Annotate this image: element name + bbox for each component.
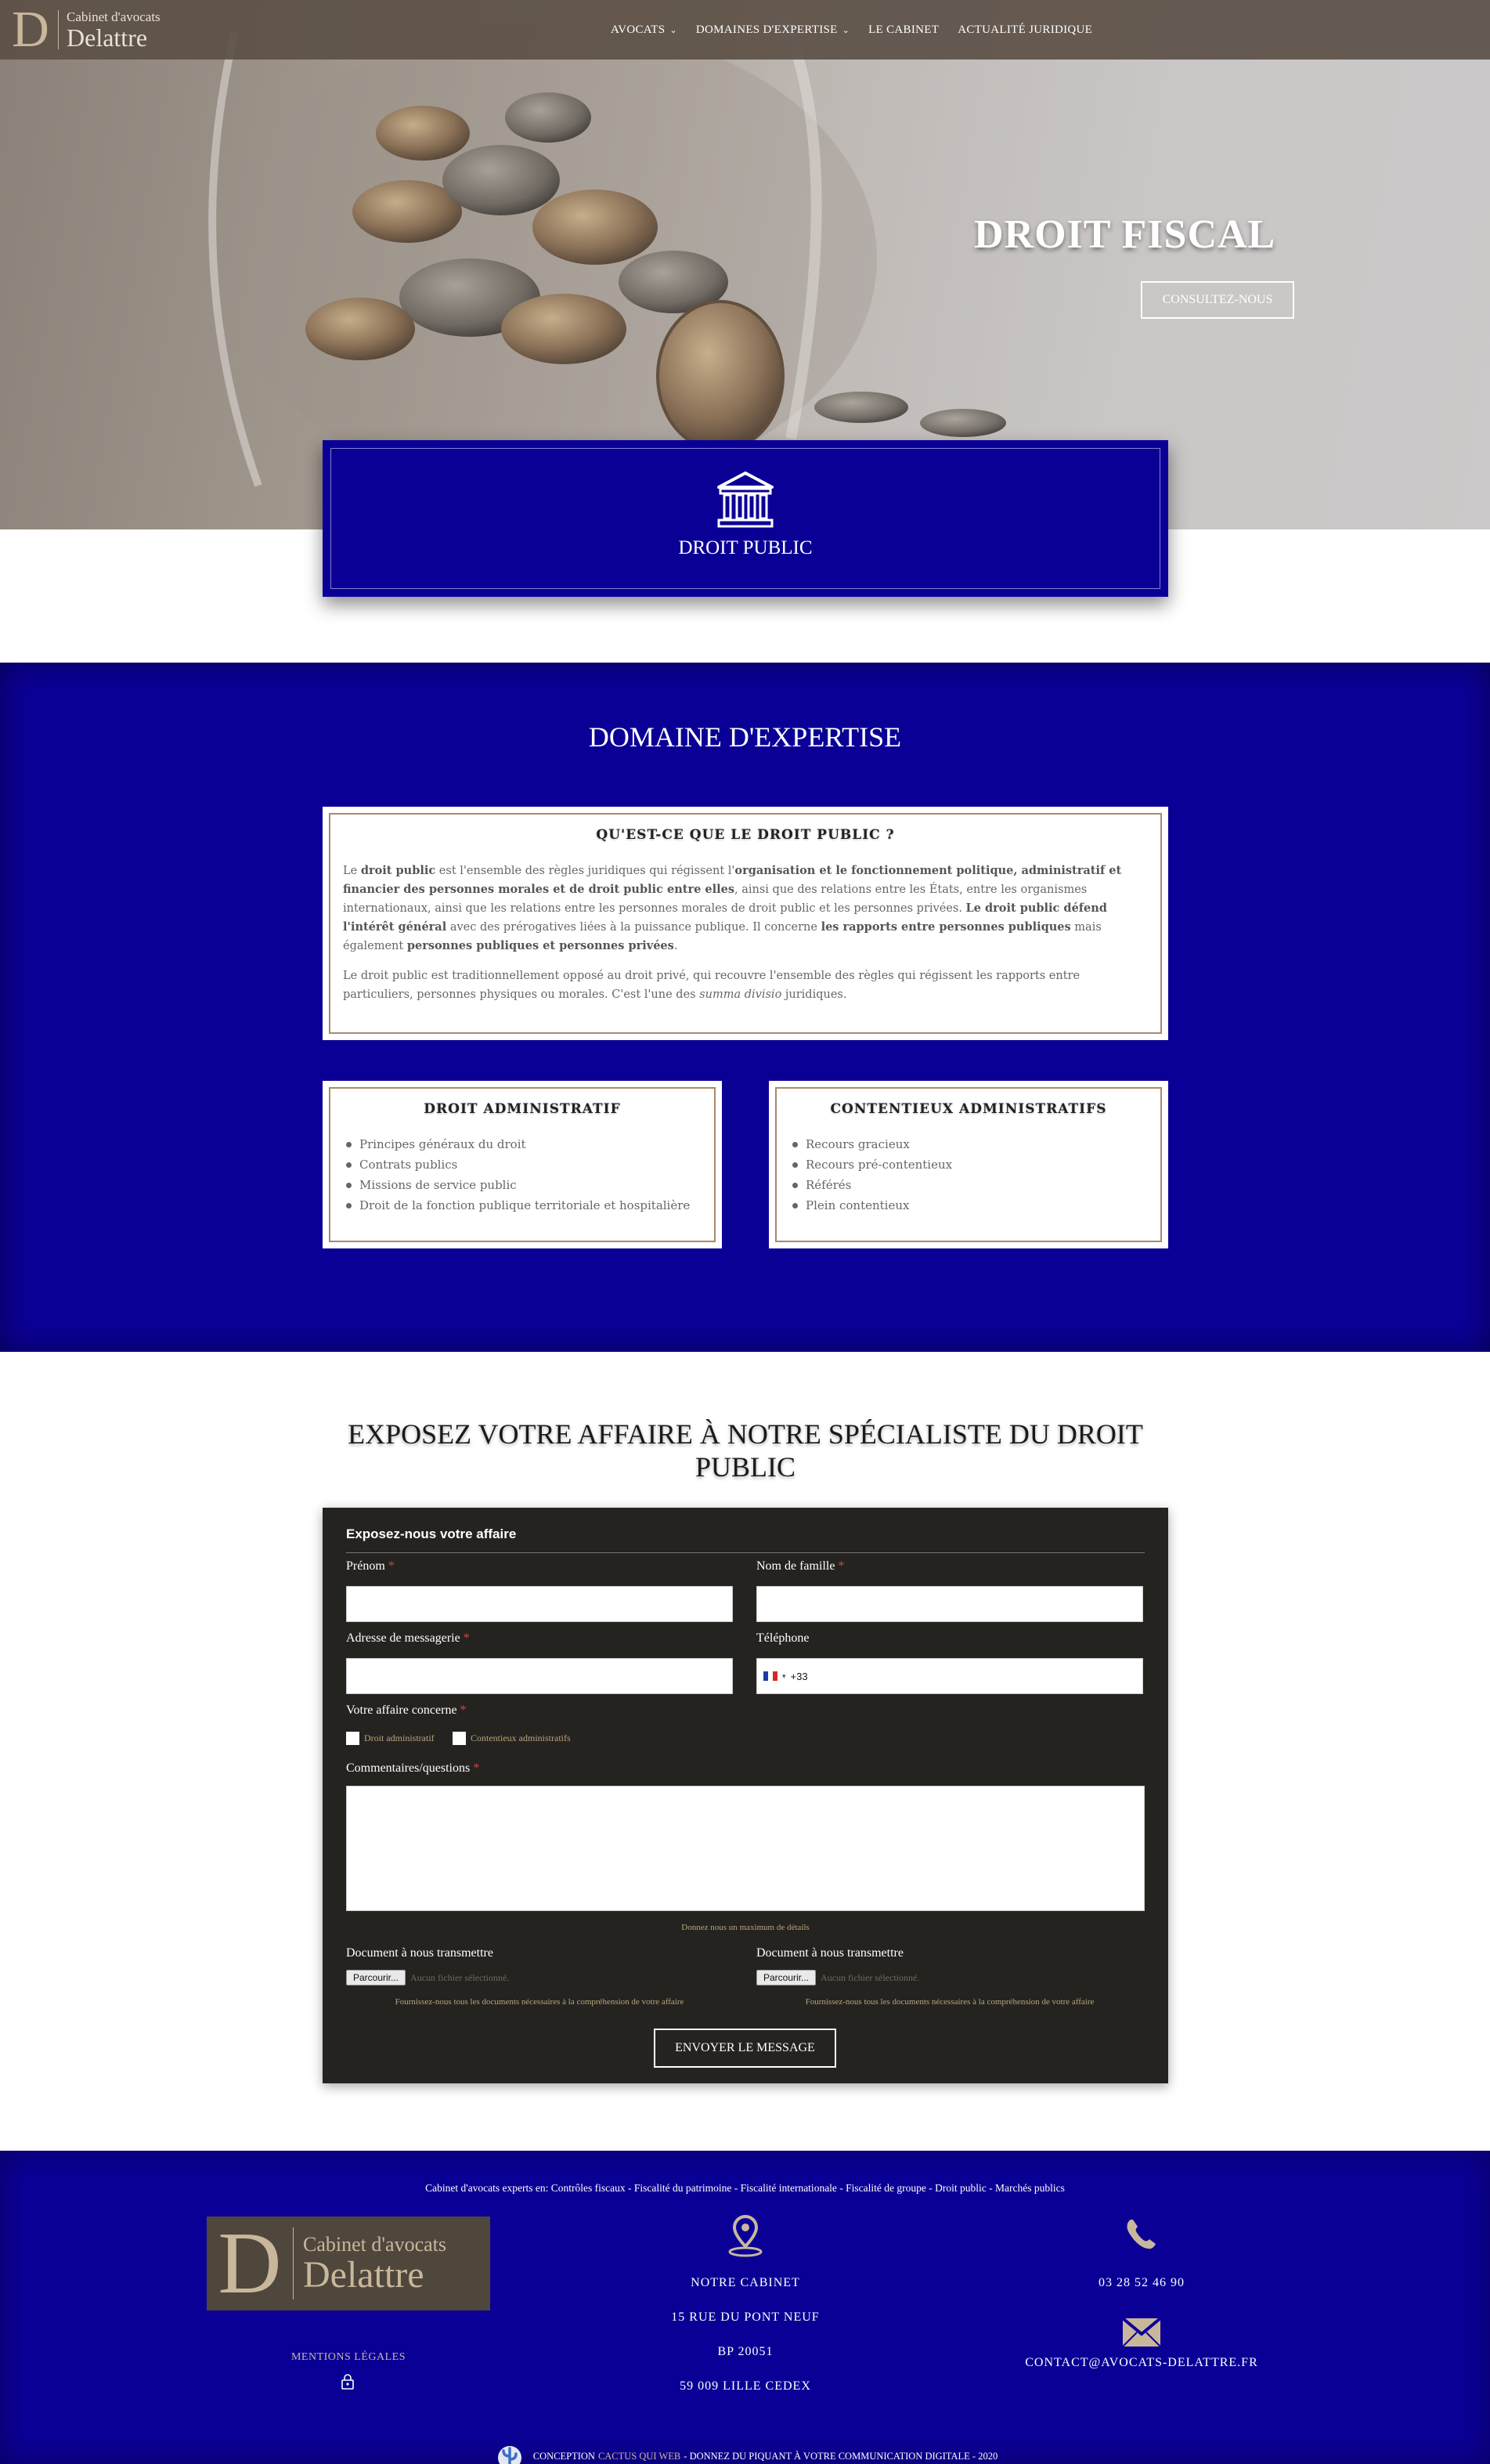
site-footer [0, 2151, 1490, 2464]
nav-item-label: ACTUALITÉ JURIDIQUE [958, 23, 1093, 36]
droit-public-banner [323, 440, 1168, 597]
credits-line [0, 2442, 1490, 2464]
nav-item-avocats[interactable] [611, 23, 677, 37]
text: , ainsi que des relations entre les États, entre les organismes internationaux, ainsi que les relations entre les personnes morales de droit public et les personnes privées. [343, 883, 1088, 915]
card-border [329, 1087, 716, 1242]
footer-experts-line: Cabinet d'avocats experts en: Contrôles fiscaux - Fiscalité du patrimoine - Fiscalité internationale - Fiscalité de groupe - Droit public - Marchés publics [425, 2182, 1065, 2194]
phone-icon [1123, 2215, 1160, 2253]
card-border [329, 813, 1162, 1034]
what-is-card [323, 807, 1168, 1040]
nom-input[interactable] [756, 1586, 1143, 1622]
what-is-paragraph-1 [343, 862, 1148, 956]
country-dropdown-caret[interactable]: ▾ [782, 1671, 786, 1680]
lock-icon[interactable] [340, 2373, 355, 2390]
chevron-down-icon: ⌄ [669, 25, 677, 35]
comments-textarea[interactable] [346, 1786, 1145, 1911]
checkbox-label: Contentieux administratifs [471, 1732, 571, 1743]
doc1-file-input[interactable] [346, 1970, 509, 1985]
list-item: Plein contentieux [792, 1195, 1148, 1216]
footer-logo[interactable] [207, 2217, 490, 2310]
nav-item-label: LE CABINET [868, 23, 940, 36]
doc1-hint: Fournissez-nous tous les documents nécessaires à la compréhension de votre affaire [395, 1997, 684, 2007]
cactus-qui-web-link[interactable]: CACTUS QUI WEB [597, 2450, 681, 2462]
top-navbar [0, 0, 1490, 60]
logo-line1: Cabinet d'avocats [303, 2233, 447, 2256]
droit-administratif-card [323, 1081, 722, 1248]
nav-item-cabinet[interactable] [868, 23, 939, 37]
label-text: Commentaires/questions [346, 1761, 471, 1775]
telephone-input[interactable] [756, 1658, 1143, 1694]
email-input[interactable] [346, 1658, 733, 1694]
nav-item-label: DOMAINES D'EXPERTISE [695, 23, 838, 36]
cactus-logo-icon[interactable] [492, 2442, 527, 2464]
doc1-label: Document à nous transmettre [346, 1946, 493, 1960]
checkbox-contentieux[interactable] [453, 1732, 571, 1745]
text: est l'ensemble des règles juridiques qui régissent l' [435, 865, 735, 877]
main-menu [611, 0, 1092, 60]
nom-label [756, 1559, 844, 1573]
droit-administratif-list [343, 1134, 702, 1216]
card-border [775, 1087, 1162, 1242]
text-bold: les rapports entre personnes publiques [821, 920, 1071, 934]
expertise-section [0, 663, 1490, 1352]
contentieux-card [769, 1081, 1168, 1248]
logo-mark: D [12, 1, 49, 58]
comments-hint: Donnez nous un maximum de détails [681, 1923, 810, 1932]
contentieux-title: CONTENTIEUX ADMINISTRATIFS [830, 1101, 1107, 1117]
credits-prefix: CONCEPTION [532, 2450, 595, 2462]
footer-email[interactable]: CONTACT@AVOCATS-DELATTRE.FR [1025, 2356, 1258, 2369]
affaire-label [346, 1703, 467, 1718]
label-text: Votre affaire concerne [346, 1703, 457, 1717]
france-flag-icon[interactable] [763, 1671, 777, 1681]
prenom-input[interactable] [346, 1586, 733, 1622]
comments-label [346, 1761, 479, 1776]
text-bold: personnes publiques et personnes privées [406, 939, 674, 952]
droit-administratif-title: DROIT ADMINISTRATIF [424, 1101, 621, 1117]
contentieux-list [789, 1134, 1148, 1216]
doc2-file-input[interactable] [756, 1970, 919, 1985]
what-is-title: QU'EST-CE QUE LE DROIT PUBLIC ? [596, 827, 895, 843]
browse-button[interactable]: Parcourir... [756, 1970, 816, 1985]
text: Le droit public est traditionnellement opposé au droit privé, qui recouvre l'ensemble des règles qui régissent les rapports entre particuliers, personnes physiques ou morales. C'est l'une des [343, 970, 1081, 1001]
footer-phone[interactable]: 03 28 52 46 90 [1099, 2276, 1185, 2289]
label-text: Prénom [346, 1559, 385, 1573]
text: juridiques. [781, 988, 847, 1001]
text: mais également [343, 921, 1102, 952]
address-street: 15 RUE DU PONT NEUF [671, 2310, 820, 2324]
list-item: Missions de service public [346, 1175, 702, 1195]
checkbox-droit-administratif[interactable] [346, 1732, 435, 1745]
doc2-label: Document à nous transmettre [756, 1946, 904, 1960]
location-pin-icon [725, 2213, 766, 2257]
text: Le [343, 865, 361, 877]
telephone-label: Téléphone [756, 1631, 810, 1645]
courthouse-icon [714, 470, 777, 529]
checkbox-box[interactable] [346, 1732, 359, 1745]
nav-item-label: AVOCATS [611, 23, 666, 36]
what-is-paragraph-2 [343, 966, 1148, 1004]
no-file-text: Aucun fichier sélectionné. [821, 1971, 920, 1983]
credits-suffix: - DONNEZ DU PIQUANT À VOTRE COMMUNICATION DIGITALE - 2020 [684, 2450, 998, 2462]
logo-text [303, 2233, 446, 2294]
checkbox-box[interactable] [453, 1732, 466, 1745]
text-italic: summa divisio [699, 988, 782, 1001]
logo-text [67, 9, 161, 50]
site-logo[interactable] [8, 1, 174, 58]
address-bp: BP 20051 [717, 2345, 774, 2358]
logo-line2: Delattre [303, 2254, 424, 2296]
list-item: Référés [792, 1175, 1148, 1195]
chevron-down-icon: ⌄ [842, 25, 850, 35]
text: . [673, 940, 678, 952]
required-mark: * [838, 1559, 845, 1573]
prenom-label [346, 1559, 395, 1573]
checkbox-label: Droit administratif [364, 1732, 435, 1743]
browse-button[interactable]: Parcourir... [346, 1970, 406, 1985]
list-item: Principes généraux du droit [346, 1134, 702, 1154]
label-text: Nom de famille [756, 1559, 835, 1573]
required-mark: * [463, 1631, 470, 1645]
doc2-hint: Fournissez-nous tous les documents nécessaires à la compréhension de votre affaire [805, 1997, 1095, 2007]
logo-divider [58, 10, 59, 49]
text-bold: droit public [360, 864, 436, 877]
text-bold: Le droit public défend l'intérêt général [343, 901, 1107, 934]
list-item: Contrats publics [346, 1154, 702, 1175]
logo-line2: Delattre [67, 23, 148, 52]
hero-title: DROIT FISCAL [974, 212, 1276, 257]
contact-form [323, 1508, 1168, 2083]
required-mark: * [388, 1559, 395, 1573]
expertise-title: DOMAINE D'EXPERTISE [588, 721, 902, 753]
nav-item-domaines[interactable] [696, 23, 850, 37]
list-item: Droit de la fonction publique territoriale et hospitalière [346, 1195, 702, 1216]
text-bold: organisation et le fonctionnement politique, administratif et financier des personnes morales et de droit public entre elles [343, 864, 1122, 896]
banner-title: DROIT PUBLIC [678, 537, 813, 558]
email-label [346, 1631, 470, 1646]
logo-divider [293, 2227, 294, 2300]
list-item: Recours pré-contentieux [792, 1154, 1148, 1175]
phone-prefix: +33 [790, 1670, 808, 1682]
address-city: 59 009 LILLE CEDEX [680, 2379, 811, 2393]
text: avec des prérogatives liées à la puissance publique. Il concerne [446, 921, 821, 934]
list-item: Recours gracieux [792, 1134, 1148, 1154]
no-file-text: Aucun fichier sélectionné. [410, 1971, 510, 1983]
mail-icon [1121, 2314, 1162, 2348]
logo-mark: D [218, 2215, 282, 2312]
logo-line1: Cabinet d'avocats [67, 9, 161, 24]
nav-item-actualite[interactable] [958, 23, 1092, 37]
address-title: NOTRE CABINET [691, 2276, 800, 2289]
form-divider [346, 1552, 1145, 1553]
consultez-nous-button[interactable]: CONSULTEZ-NOUS [1141, 281, 1294, 319]
send-message-button[interactable]: ENVOYER LE MESSAGE [654, 2029, 836, 2068]
contact-section-title: EXPOSEZ VOTRE AFFAIRE À NOTRE SPÉCIALISTE DU DROIT PUBLIC [348, 1418, 1143, 1483]
required-mark: * [473, 1761, 480, 1775]
label-text: Adresse de messagerie [346, 1631, 460, 1645]
required-mark: * [460, 1703, 467, 1717]
form-title: Exposez-nous votre affaire [346, 1526, 517, 1541]
mentions-legales-link[interactable]: MENTIONS LÉGALES [290, 2351, 406, 2363]
